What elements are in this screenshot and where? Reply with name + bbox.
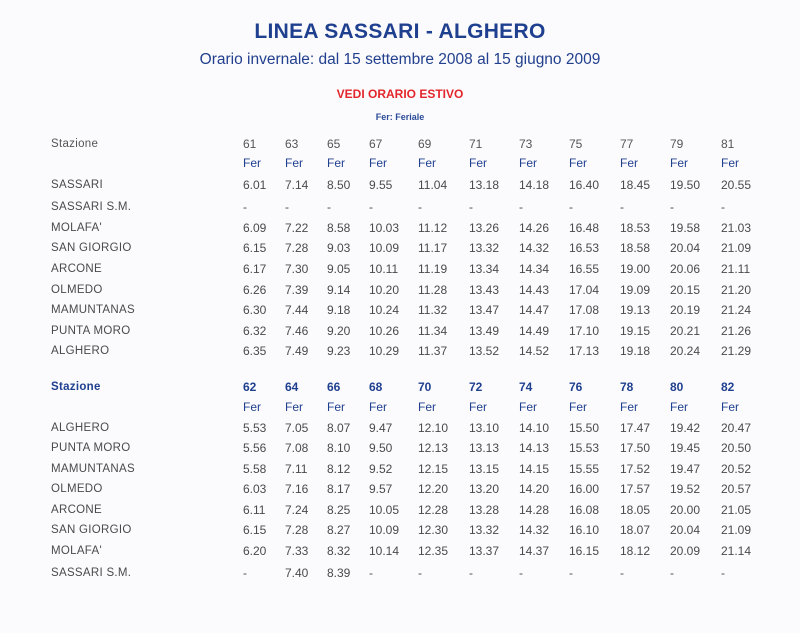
departure-time: 5.56 — [243, 441, 267, 455]
departure-time: 13.49 — [469, 324, 500, 338]
departure-time: 13.32 — [469, 241, 500, 255]
train-number: 82 — [721, 380, 735, 394]
departure-time: 10.26 — [369, 324, 400, 338]
departure-time: 15.55 — [569, 462, 600, 476]
departure-time: 17.08 — [569, 303, 600, 317]
departure-time: 21.20 — [721, 283, 752, 297]
departure-time: 19.47 — [670, 462, 701, 476]
departure-time: 6.30 — [243, 303, 267, 317]
departure-time: 17.10 — [569, 324, 600, 338]
train-type: Fer — [285, 156, 303, 170]
station-name: SAN GIORGIO — [51, 524, 132, 536]
train-number: 73 — [519, 137, 533, 151]
departure-time: 18.58 — [620, 241, 651, 255]
departure-time: 8.10 — [327, 441, 351, 455]
departure-time: 12.13 — [418, 441, 449, 455]
departure-time: 14.32 — [519, 241, 550, 255]
departure-time: 8.32 — [327, 544, 351, 558]
train-type: Fer — [243, 400, 261, 414]
departure-time: 16.08 — [569, 503, 600, 517]
train-type: Fer — [620, 400, 638, 414]
departure-time: 8.25 — [327, 503, 351, 517]
departure-time: 20.04 — [670, 523, 701, 537]
train-type: Fer — [369, 156, 387, 170]
station-name: MAMUNTANAS — [51, 304, 135, 316]
departure-time: 6.15 — [243, 523, 267, 537]
departure-time: 20.15 — [670, 283, 701, 297]
station-name: ALGHERO — [51, 422, 110, 434]
departure-time: 20.19 — [670, 303, 701, 317]
train-number: 67 — [369, 137, 383, 151]
departure-time: 13.43 — [469, 283, 500, 297]
departure-time: 10.09 — [369, 241, 400, 255]
departure-time: 19.42 — [670, 421, 701, 435]
departure-time: 11.32 — [418, 303, 448, 317]
departure-time: 13.13 — [469, 441, 500, 455]
departure-time: 16.48 — [569, 221, 600, 235]
departure-time: 15.53 — [569, 441, 600, 455]
departure-time: 11.17 — [418, 241, 448, 255]
station-name: MOLAFA' — [51, 222, 102, 234]
departure-time: 10.20 — [369, 283, 400, 297]
departure-time: 6.09 — [243, 221, 267, 235]
departure-time: - — [620, 200, 624, 214]
departure-time: 11.04 — [418, 178, 448, 192]
departure-time: 7.22 — [285, 221, 309, 235]
departure-time: 9.23 — [327, 344, 351, 358]
departure-time: 21.09 — [721, 241, 752, 255]
departure-time: 12.28 — [418, 503, 449, 517]
departure-time: 21.09 — [721, 523, 752, 537]
departure-time: 17.52 — [620, 462, 651, 476]
station-column-header: Stazione — [51, 381, 101, 393]
departure-time: 19.15 — [620, 324, 651, 338]
train-number: 75 — [569, 137, 583, 151]
train-number: 69 — [418, 137, 432, 151]
departure-time: - — [469, 200, 473, 214]
departure-time: 7.05 — [285, 421, 309, 435]
departure-time: 7.11 — [285, 462, 308, 476]
departure-time: 12.30 — [418, 523, 449, 537]
departure-time: 13.32 — [469, 523, 500, 537]
station-name: OLMEDO — [51, 483, 103, 495]
departure-time: 21.14 — [721, 544, 752, 558]
departure-time: 7.14 — [285, 178, 309, 192]
departure-time: 13.47 — [469, 303, 500, 317]
station-name: PUNTA MORO — [51, 325, 131, 337]
departure-time: 11.28 — [418, 283, 448, 297]
departure-time: 20.00 — [670, 503, 701, 517]
departure-time: 9.50 — [369, 441, 393, 455]
train-type: Fer — [243, 156, 261, 170]
departure-time: 21.26 — [721, 324, 752, 338]
departure-time: 20.06 — [670, 262, 701, 276]
departure-time: - — [569, 200, 573, 214]
departure-time: 14.43 — [519, 283, 550, 297]
departure-time: 7.28 — [285, 241, 309, 255]
departure-time: 21.29 — [721, 344, 752, 358]
departure-time: 20.55 — [721, 178, 752, 192]
station-name: MOLAFA' — [51, 545, 102, 557]
departure-time: 19.52 — [670, 482, 701, 496]
departure-time: 7.16 — [285, 482, 309, 496]
station-column-header: Stazione — [51, 138, 99, 150]
station-name: PUNTA MORO — [51, 442, 131, 454]
departure-time: 6.32 — [243, 324, 267, 338]
departure-time: 15.50 — [569, 421, 600, 435]
departure-time: 16.15 — [569, 544, 600, 558]
departure-time: 7.49 — [285, 344, 309, 358]
departure-time: 13.20 — [469, 482, 500, 496]
train-type: Fer — [569, 156, 587, 170]
departure-time: 8.07 — [327, 421, 351, 435]
departure-time: - — [670, 566, 674, 580]
departure-time: 5.58 — [243, 462, 267, 476]
train-type: Fer — [569, 400, 587, 414]
departure-time: 17.47 — [620, 421, 651, 435]
departure-time: 10.11 — [369, 262, 399, 276]
departure-time: 8.17 — [327, 482, 351, 496]
departure-time: 9.47 — [369, 421, 393, 435]
train-number: 63 — [285, 137, 299, 151]
station-name: SAN GIORGIO — [51, 242, 132, 254]
departure-time: 7.24 — [285, 503, 309, 517]
departure-time: 20.52 — [721, 462, 752, 476]
departure-time: 14.32 — [519, 523, 550, 537]
departure-time: 6.01 — [243, 178, 267, 192]
departure-time: - — [519, 566, 523, 580]
departure-time: - — [469, 566, 473, 580]
departure-time: 8.12 — [327, 462, 351, 476]
train-type: Fer — [327, 400, 345, 414]
departure-time: 13.52 — [469, 344, 500, 358]
departure-time: 9.52 — [369, 462, 393, 476]
departure-time: 10.05 — [369, 503, 400, 517]
departure-time: 14.20 — [519, 482, 550, 496]
departure-time: 8.58 — [327, 221, 351, 235]
train-number: 74 — [519, 380, 533, 394]
departure-time: 9.57 — [369, 482, 393, 496]
train-number: 78 — [620, 380, 634, 394]
departure-time: 21.03 — [721, 221, 752, 235]
station-name: OLMEDO — [51, 284, 103, 296]
departure-time: 14.13 — [519, 441, 550, 455]
departure-time: 10.24 — [369, 303, 400, 317]
train-number: 77 — [620, 137, 634, 151]
departure-time: - — [243, 200, 247, 214]
departure-time: 11.37 — [418, 344, 448, 358]
departure-time: 6.26 — [243, 283, 267, 297]
train-number: 71 — [469, 137, 483, 151]
departure-time: 14.49 — [519, 324, 550, 338]
departure-time: 19.58 — [670, 221, 701, 235]
departure-time: 13.26 — [469, 221, 500, 235]
departure-time: 12.35 — [418, 544, 449, 558]
legend: Fer: Feriale — [375, 112, 425, 122]
departure-time: - — [721, 200, 725, 214]
departure-time: 21.05 — [721, 503, 752, 517]
station-name: SASSARI — [51, 179, 103, 191]
departure-time: 5.53 — [243, 421, 267, 435]
departure-time: 19.13 — [620, 303, 651, 317]
departure-time: 6.11 — [243, 503, 266, 517]
train-type: Fer — [418, 400, 436, 414]
departure-time: 9.55 — [369, 178, 393, 192]
departure-time: 11.19 — [418, 262, 448, 276]
departure-time: - — [369, 200, 373, 214]
departure-time: 14.26 — [519, 221, 550, 235]
departure-time: 16.53 — [569, 241, 600, 255]
train-type: Fer — [721, 156, 739, 170]
departure-time: 6.15 — [243, 241, 267, 255]
departure-time: 18.12 — [620, 544, 651, 558]
departure-time: 19.09 — [620, 283, 651, 297]
departure-time: - — [327, 200, 331, 214]
departure-time: - — [418, 566, 422, 580]
departure-time: 10.14 — [369, 544, 400, 558]
train-number: 80 — [670, 380, 684, 394]
departure-time: 16.00 — [569, 482, 600, 496]
train-type: Fer — [327, 156, 345, 170]
departure-time: 20.47 — [721, 421, 752, 435]
departure-time: 13.18 — [469, 178, 500, 192]
departure-time: 18.45 — [620, 178, 651, 192]
train-type: Fer — [469, 156, 487, 170]
departure-time: 9.03 — [327, 241, 351, 255]
departure-time: 8.50 — [327, 178, 351, 192]
train-type: Fer — [418, 156, 436, 170]
departure-time: - — [569, 566, 573, 580]
departure-time: - — [243, 566, 247, 580]
train-type: Fer — [670, 156, 688, 170]
departure-time: 13.10 — [469, 421, 500, 435]
departure-time: 21.24 — [721, 303, 752, 317]
station-name: SASSARI S.M. — [51, 201, 132, 213]
train-number: 81 — [721, 137, 735, 151]
departure-time: 20.09 — [670, 544, 701, 558]
departure-time: - — [369, 566, 373, 580]
departure-time: 10.09 — [369, 523, 400, 537]
train-number: 72 — [469, 380, 483, 394]
departure-time: 19.45 — [670, 441, 701, 455]
departure-time: 14.52 — [519, 344, 550, 358]
train-type: Fer — [620, 156, 638, 170]
departure-time: 18.05 — [620, 503, 651, 517]
station-name: ARCONE — [51, 263, 103, 275]
departure-time: - — [519, 200, 523, 214]
train-type: Fer — [369, 400, 387, 414]
departure-time: 11.34 — [418, 324, 448, 338]
departure-time: 7.33 — [285, 544, 309, 558]
departure-time: 19.00 — [620, 262, 651, 276]
summer-timetable-link[interactable]: VEDI ORARIO ESTIVO — [336, 87, 464, 101]
train-number: 76 — [569, 380, 583, 394]
departure-time: 12.15 — [418, 462, 449, 476]
train-number: 61 — [243, 137, 257, 151]
departure-time: - — [418, 200, 422, 214]
departure-time: 19.50 — [670, 178, 701, 192]
departure-time: 12.20 — [418, 482, 449, 496]
departure-time: 14.10 — [519, 421, 550, 435]
departure-time: - — [721, 566, 725, 580]
departure-time: 10.03 — [369, 221, 400, 235]
departure-time: 13.37 — [469, 544, 500, 558]
timetable-title: LINEA SASSARI - ALGHERO — [254, 20, 546, 43]
station-name: ARCONE — [51, 504, 103, 516]
train-number: 79 — [670, 137, 684, 151]
departure-time: 7.08 — [285, 441, 309, 455]
departure-time: 6.17 — [243, 262, 267, 276]
train-type: Fer — [721, 400, 739, 414]
departure-time: 11.12 — [418, 221, 448, 235]
train-type: Fer — [469, 400, 487, 414]
departure-time: 14.15 — [519, 462, 550, 476]
departure-time: 17.04 — [569, 283, 600, 297]
departure-time: 12.10 — [418, 421, 449, 435]
departure-time: 18.07 — [620, 523, 651, 537]
departure-time: 14.34 — [519, 262, 550, 276]
departure-time: 18.53 — [620, 221, 651, 235]
departure-time: 17.13 — [569, 344, 600, 358]
timetable-subtitle: Orario invernale: dal 15 settembre 2008 al 15 giugno 2009 — [199, 51, 601, 68]
departure-time: 14.37 — [519, 544, 550, 558]
departure-time: 14.18 — [519, 178, 550, 192]
departure-time: 19.18 — [620, 344, 651, 358]
train-number: 65 — [327, 137, 341, 151]
train-type: Fer — [519, 400, 537, 414]
departure-time: 8.39 — [327, 566, 351, 580]
departure-time: 21.11 — [721, 262, 751, 276]
departure-time: 14.47 — [519, 303, 550, 317]
station-name: ALGHERO — [51, 345, 110, 357]
train-number: 62 — [243, 380, 257, 394]
departure-time: 7.39 — [285, 283, 309, 297]
departure-time: 9.14 — [327, 283, 351, 297]
departure-time: 14.28 — [519, 503, 550, 517]
departure-time: 20.57 — [721, 482, 752, 496]
departure-time: 13.34 — [469, 262, 500, 276]
departure-time: 7.40 — [285, 566, 309, 580]
departure-time: 7.44 — [285, 303, 309, 317]
departure-time: 6.03 — [243, 482, 267, 496]
departure-time: - — [620, 566, 624, 580]
train-number: 68 — [369, 380, 383, 394]
departure-time: 17.50 — [620, 441, 651, 455]
train-number: 66 — [327, 380, 341, 394]
departure-time: 7.28 — [285, 523, 309, 537]
departure-time: 17.57 — [620, 482, 651, 496]
departure-time: 13.15 — [469, 462, 500, 476]
departure-time: - — [285, 200, 289, 214]
departure-time: 9.18 — [327, 303, 351, 317]
departure-time: 13.28 — [469, 503, 500, 517]
departure-time: 20.04 — [670, 241, 701, 255]
departure-time: 20.24 — [670, 344, 701, 358]
departure-time: 8.27 — [327, 523, 351, 537]
departure-time: 10.29 — [369, 344, 400, 358]
train-number: 64 — [285, 380, 299, 394]
departure-time: 16.55 — [569, 262, 600, 276]
train-type: Fer — [670, 400, 688, 414]
station-name: MAMUNTANAS — [51, 463, 135, 475]
departure-time: 16.10 — [569, 523, 600, 537]
train-number: 70 — [418, 380, 432, 394]
departure-time: 20.50 — [721, 441, 752, 455]
departure-time: 6.35 — [243, 344, 267, 358]
departure-time: 7.30 — [285, 262, 309, 276]
departure-time: 20.21 — [670, 324, 701, 338]
train-type: Fer — [519, 156, 537, 170]
station-name: SASSARI S.M. — [51, 567, 132, 579]
departure-time: 9.20 — [327, 324, 351, 338]
departure-time: 9.05 — [327, 262, 351, 276]
departure-time: - — [670, 200, 674, 214]
departure-time: 7.46 — [285, 324, 309, 338]
train-type: Fer — [285, 400, 303, 414]
departure-time: 16.40 — [569, 178, 600, 192]
departure-time: 6.20 — [243, 544, 267, 558]
